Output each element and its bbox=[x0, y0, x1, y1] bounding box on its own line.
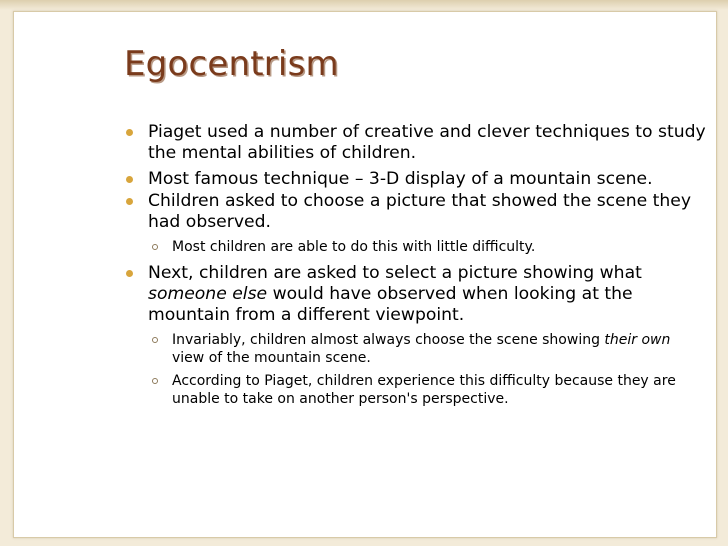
bullet-text: Most famous technique – 3-D display of a mountain scene. bbox=[148, 169, 653, 189]
bullet-text-after: would have observed when looking at the mountain from a different viewpoint. bbox=[148, 284, 633, 325]
hollow-circle-icon bbox=[152, 244, 158, 250]
sub-bullet-text-after: view of the mountain scene. bbox=[172, 350, 371, 366]
bullet-item bbox=[126, 263, 706, 326]
bullet-icon bbox=[126, 270, 133, 277]
sub-bullet-item bbox=[126, 372, 706, 408]
bullet-icon bbox=[126, 129, 133, 136]
bullet-text-before: Next, children are asked to select a picture showing what bbox=[148, 263, 642, 283]
sub-bullet-text-before: Invariably, children almost always choose the scene showing bbox=[172, 332, 605, 348]
slide-title: Egocentrism bbox=[124, 44, 339, 84]
sub-bullet-item bbox=[126, 331, 706, 367]
hollow-circle-icon bbox=[152, 378, 158, 384]
hollow-circle-icon bbox=[152, 337, 158, 343]
bullet-text: Piaget used a number of creative and clever techniques to study the mental abilities of children. bbox=[148, 122, 706, 163]
bullet-icon bbox=[126, 198, 133, 205]
bullet-list bbox=[126, 122, 706, 413]
bullet-item bbox=[126, 191, 706, 233]
bullet-text: Children asked to choose a picture that showed the scene they had observed. bbox=[148, 191, 692, 232]
sub-bullet-item bbox=[126, 238, 706, 256]
bullet-text-emphasis: someone else bbox=[148, 284, 268, 304]
sub-bullet-text: According to Piaget, children experience this difficulty because they are unable to take on another person's perspective. bbox=[172, 373, 676, 407]
bullet-item bbox=[126, 122, 706, 164]
bullet-item bbox=[126, 169, 706, 190]
bullet-icon bbox=[126, 176, 133, 183]
sub-bullet-text: Most children are able to do this with little difficulty. bbox=[172, 239, 536, 255]
top-accent-band bbox=[0, 0, 728, 10]
sub-bullet-text-emphasis: their own bbox=[604, 332, 671, 348]
